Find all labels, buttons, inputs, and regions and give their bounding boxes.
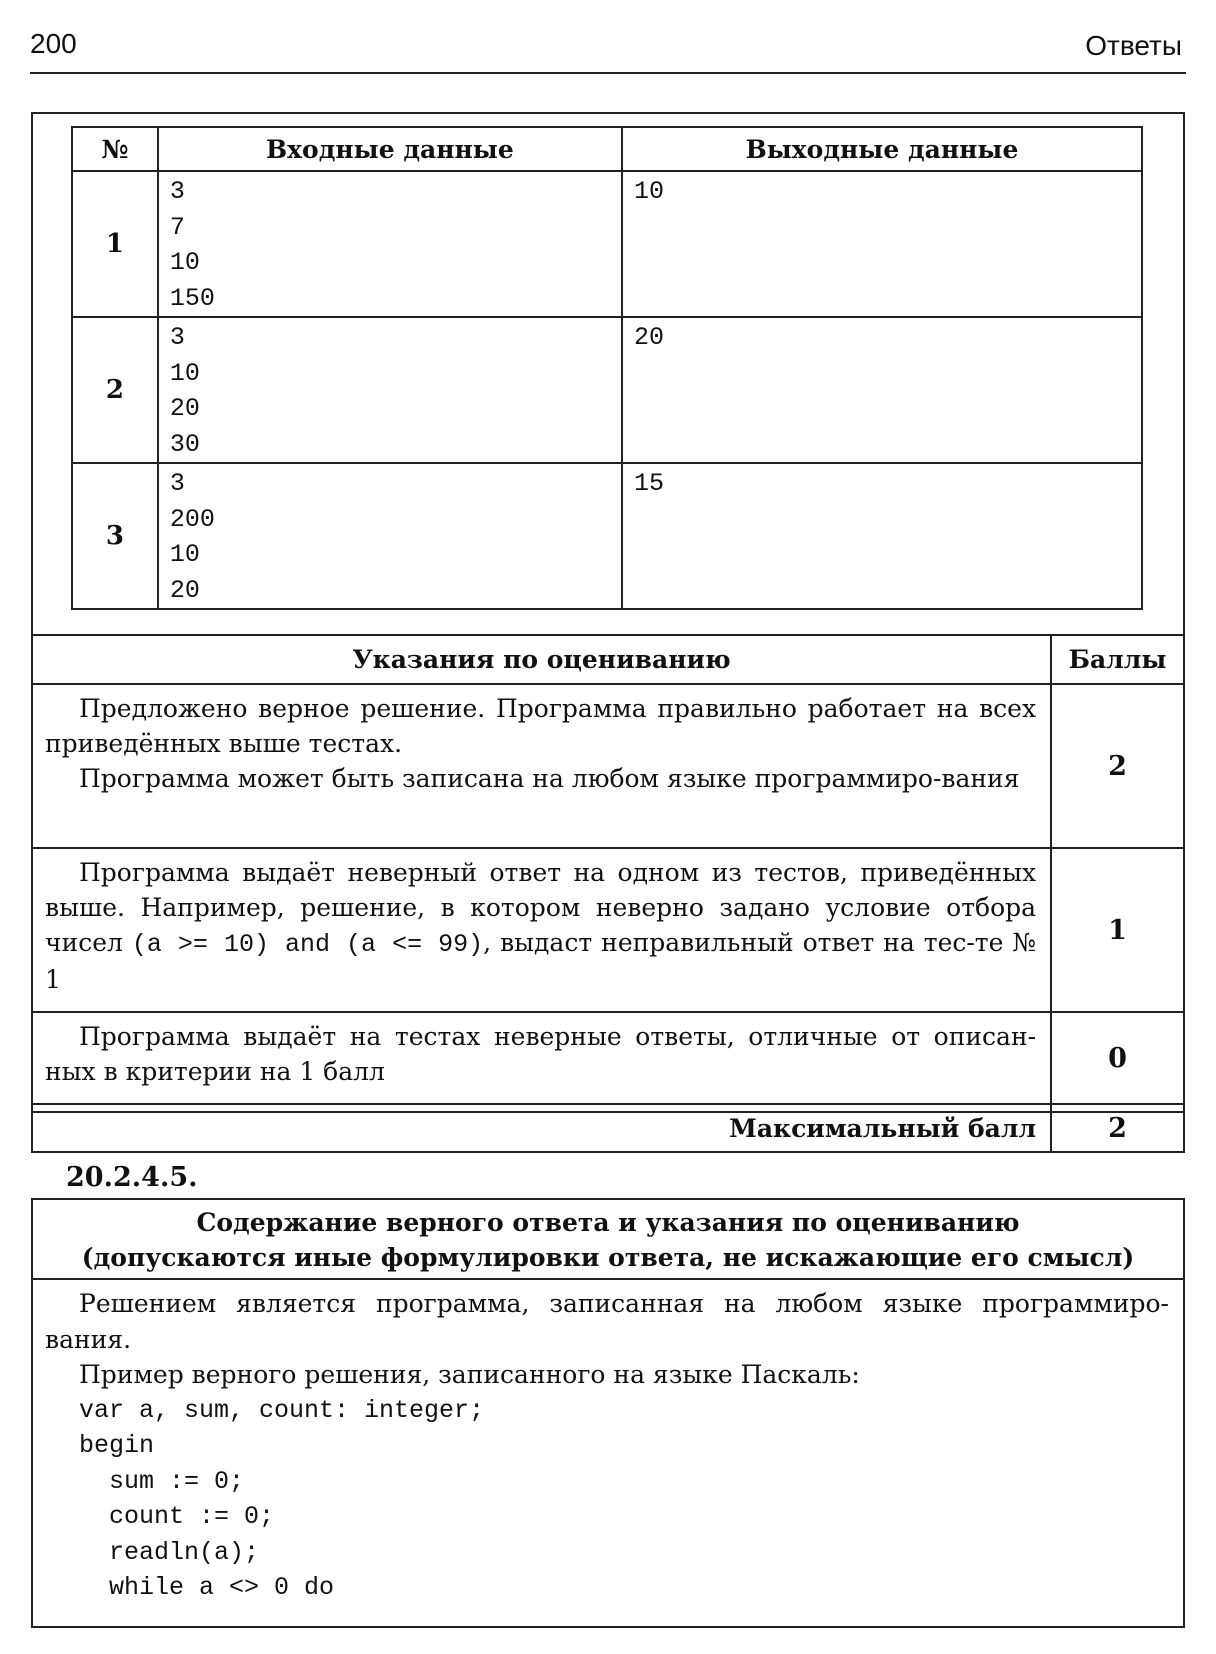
grading-header-row	[32, 635, 1184, 684]
answer-body	[33, 1280, 1183, 1606]
test-number: 1	[72, 171, 158, 317]
answer-box	[31, 1198, 1185, 1628]
test-row	[72, 463, 1142, 609]
max-score-value: 2	[1051, 1104, 1184, 1152]
input-line: 10	[169, 248, 200, 277]
page-number: 200	[30, 28, 77, 59]
answer-header	[33, 1200, 1183, 1280]
answer-paragraph: Решением является программа, записанная на любом языке программиро-вания.	[45, 1289, 1169, 1354]
test-output: 20	[622, 317, 1142, 463]
answer-paragraph: Пример верного решения, записанного на языке Паскаль:	[79, 1360, 860, 1389]
criterion-row	[32, 848, 1184, 1012]
test-output: 15	[622, 463, 1142, 609]
header-rule	[30, 72, 1186, 74]
test-input	[158, 463, 622, 609]
criterion-text	[32, 684, 1051, 848]
criterion-text-part: , выдаст неправильный ответ на тес-те № 1	[45, 928, 1037, 994]
code-line: var a, sum, count: integer;	[79, 1395, 485, 1425]
code-line: sum := 0;	[79, 1466, 245, 1496]
max-score-label: Максимальный балл	[32, 1104, 1051, 1152]
criterion-paragraph: Программа может быть записана на любом языке программиро-вания	[79, 764, 1020, 793]
col-header-input: Входные данные	[158, 127, 622, 171]
criterion-row	[32, 1012, 1184, 1104]
input-line: 30	[169, 429, 200, 459]
running-title: Ответы	[1085, 30, 1182, 61]
criterion-paragraph: Предложено верное решение. Программа правильно работает на всех приведённых выше тестах.	[45, 694, 1037, 758]
tests-table	[71, 126, 1143, 610]
test-output: 10	[622, 171, 1142, 317]
test-number: 2	[72, 317, 158, 463]
code-line: count := 0;	[79, 1502, 275, 1531]
input-line: 10	[169, 358, 200, 388]
criteria-header: Указания по оцениванию	[32, 635, 1051, 684]
test-row	[72, 317, 1142, 463]
criterion-points: 1	[1051, 848, 1184, 1012]
max-score-row	[32, 1104, 1184, 1152]
input-line: 200	[169, 504, 215, 534]
grading-table	[31, 634, 1185, 1153]
input-line: 3	[169, 469, 185, 498]
input-line: 3	[169, 177, 185, 206]
input-line: 20	[169, 394, 200, 423]
criteria-block	[31, 112, 1185, 1144]
answer-header-note: (допускаются иные формулировки ответа, не искажающие его смысл)	[81, 1243, 1135, 1272]
input-line: 7	[169, 212, 185, 242]
answer-header-title: Содержание верного ответа и указания по оцениванию	[196, 1208, 1020, 1237]
criterion-points: 0	[1051, 1012, 1184, 1104]
tests-header-row	[72, 127, 1142, 171]
test-number: 3	[72, 463, 158, 609]
code-line: while a <> 0 do	[79, 1573, 335, 1602]
col-header-number: №	[72, 127, 158, 171]
test-input	[158, 171, 622, 317]
input-line: 20	[169, 575, 200, 605]
code-line: readln(a);	[79, 1537, 260, 1567]
input-line: 150	[169, 283, 215, 313]
points-header: Баллы	[1051, 635, 1184, 684]
criterion-text-part: Программа выдаёт неверный ответ на одном из тестов, приведённых выше. Например, решение, в котором неверно задано условие отбора чисел	[45, 858, 1037, 957]
input-line: 3	[169, 323, 185, 352]
code-line: begin	[79, 1431, 155, 1460]
criterion-text	[32, 848, 1051, 1012]
criterion-row	[32, 684, 1184, 848]
task-number: 20.2.4.5.	[66, 1162, 198, 1193]
criterion-points: 2	[1051, 684, 1184, 848]
test-row	[72, 171, 1142, 317]
input-line: 10	[169, 540, 200, 569]
criterion-text	[32, 1012, 1051, 1104]
criterion-paragraph: Программа выдаёт на тестах неверные ответы, отличные от описан-ных в критерии на 1 балл	[45, 1022, 1037, 1086]
test-input	[158, 317, 622, 463]
condition-code: (a >= 10) and (a <= 99)	[131, 930, 484, 959]
criterion-paragraph	[45, 855, 1036, 997]
col-header-output: Выходные данные	[622, 127, 1142, 171]
